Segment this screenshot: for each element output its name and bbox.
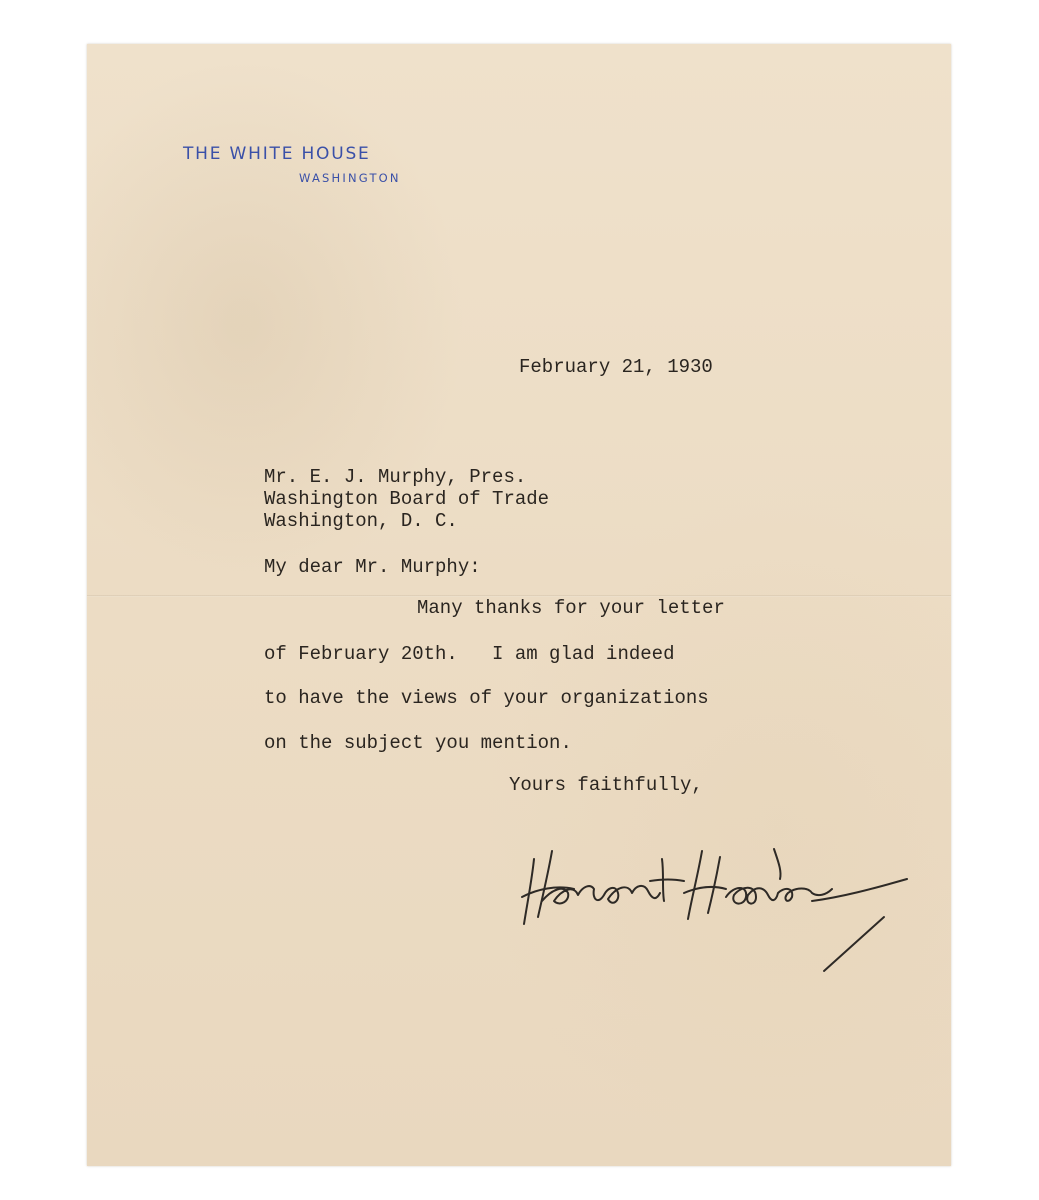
body-line: Many thanks for your letter — [417, 597, 725, 619]
recipient-line: Washington, D. C. — [264, 510, 458, 532]
letterhead-subtitle: WASHINGTON — [299, 171, 401, 185]
body-line: to have the views of your organizations — [264, 687, 709, 709]
body-line: of February 20th. I am glad indeed — [264, 643, 675, 665]
letter-date: February 21, 1930 — [519, 356, 713, 378]
body-line: on the subject you mention. — [264, 732, 572, 754]
signature-herbert-hoover — [512, 789, 932, 989]
letter-paper — [87, 44, 951, 1166]
letterhead-title: THE WHITE HOUSE — [183, 144, 371, 164]
closing: Yours faithfully, — [509, 774, 703, 796]
salutation: My dear Mr. Murphy: — [264, 556, 481, 578]
recipient-line: Washington Board of Trade — [264, 488, 550, 510]
recipient-line: Mr. E. J. Murphy, Pres. — [264, 466, 527, 488]
